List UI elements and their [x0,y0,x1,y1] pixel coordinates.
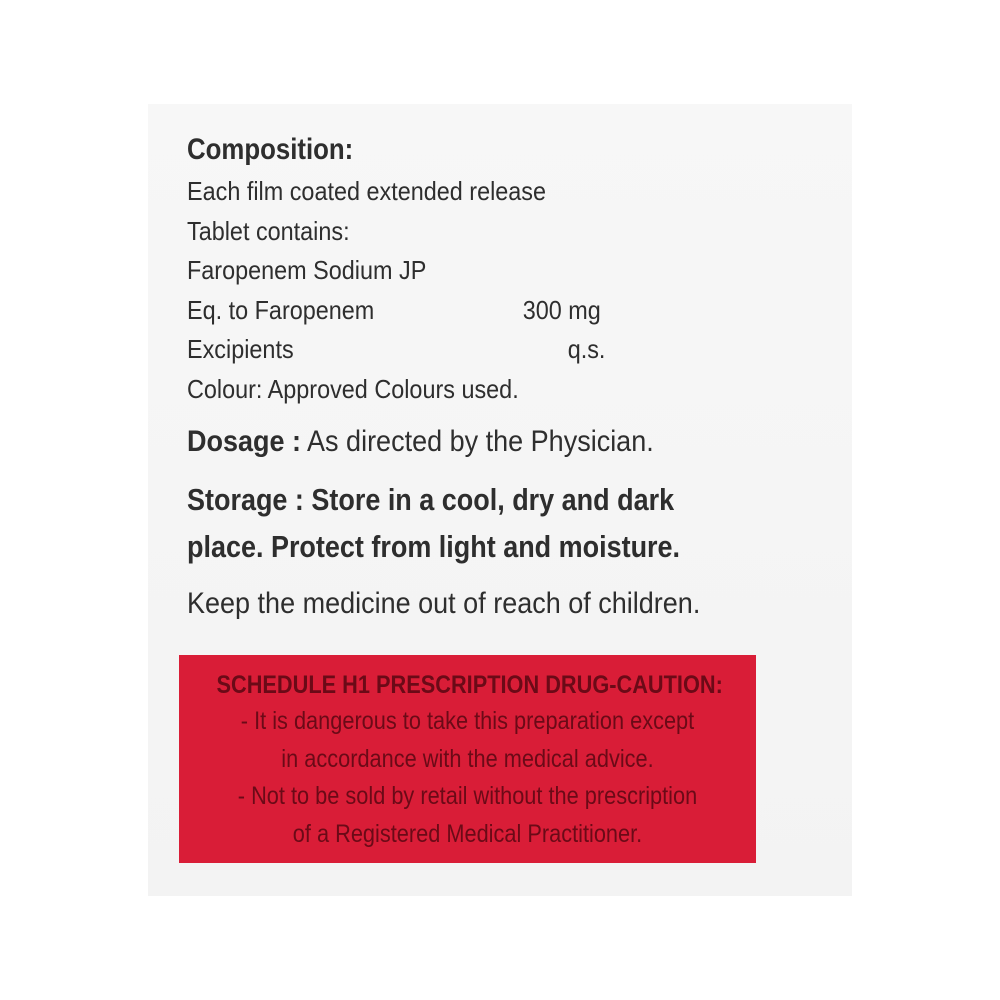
ingredient-amount: q.s. [567,334,606,364]
ingredient-row [187,291,763,331]
storage-line: Storage : Store in a cool, dry and dark [187,482,675,517]
ingredient-amount: 300 mg [522,294,601,325]
ingredient-row [187,330,763,370]
children-warning: Keep the medicine out of reach of children. [187,587,701,620]
composition-line: Tablet contains: [187,215,350,246]
composition-title: Composition: [187,133,354,166]
ingredient-name: Eq. to Faropenem [187,294,375,325]
schedule-h1-caution-box [179,655,756,863]
caution-title: SCHEDULE H1 PRESCRIPTION DRUG-CAUTION: [216,671,723,699]
dosage-line [187,420,763,464]
composition-line: Each film coated extended release [187,176,547,206]
caution-line: of a Registered Medical Practitioner. [292,819,643,848]
colour-line: Colour: Approved Colours used. [187,373,519,404]
caution-line: in accordance with the medical advice. [281,744,654,773]
storage-block [187,476,744,570]
dosage-text: As directed by the Physician. [301,425,654,458]
dosage-label: Dosage : [187,425,302,458]
label-content [187,128,827,626]
caution-line: - Not to be sold by retail without the prescription [237,782,698,810]
composition-line: Faropenem Sodium JP [187,255,427,285]
storage-line: place. Protect from light and moisture. [187,529,681,564]
caution-line: - It is dangerous to take this preparation except [240,707,695,735]
ingredient-name: Excipients [187,334,294,364]
